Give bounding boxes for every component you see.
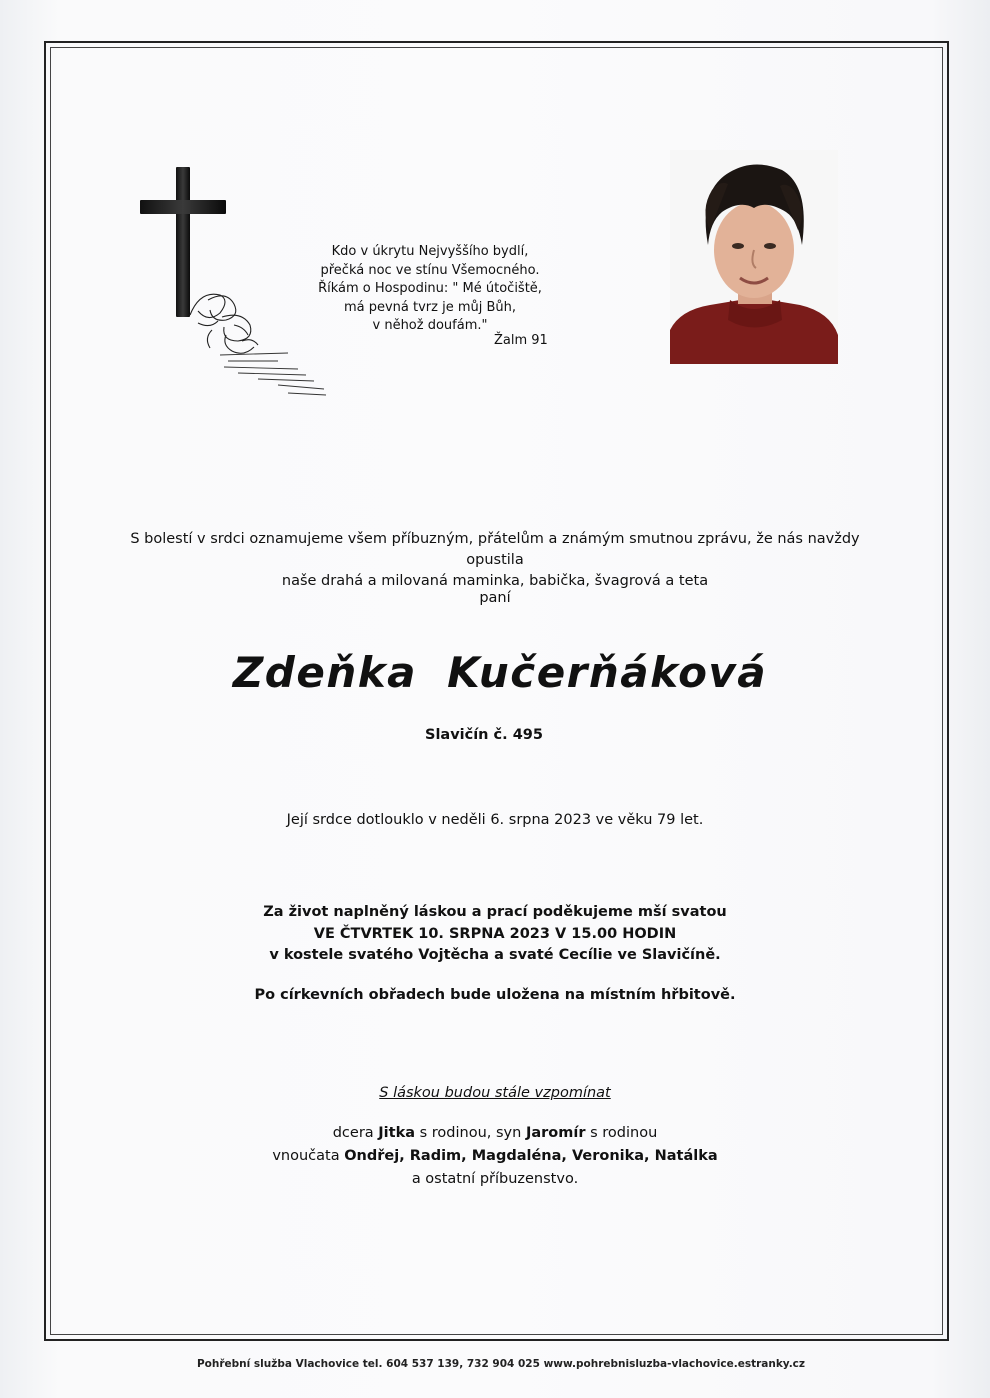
psalm-line: přečká noc ve stínu Všemocného.: [320, 262, 540, 278]
intro-line-2: naše drahá a milovaná maminka, babička, švagrová a teta: [281, 573, 709, 589]
psalm-line: má pevná tvrz je můj Bůh,: [343, 299, 517, 315]
psalm-reference: Žalm 91: [494, 333, 548, 348]
psalm-line: v něhož doufám.": [372, 318, 488, 333]
deceased-name: Zdeňka Kučerňáková: [232, 648, 768, 697]
psalm-line: Říkám o Hospodinu: " Mé útočiště,: [318, 281, 542, 296]
grandchildren-names: Ondřej, Radim, Magdaléna, Veronika, Natálka: [344, 1148, 718, 1164]
announcement-intro: [100, 529, 890, 592]
family-text: s rodinou, syn: [415, 1125, 526, 1141]
funeral-location: v kostele svatého Vojtěcha a svaté Cecílie ve Slavičíně.: [269, 947, 721, 963]
remembrance-heading: S láskou budou stále vzpomínat: [379, 1085, 611, 1101]
title-prefix: paní: [479, 590, 511, 606]
intro-line-1: S bolestí v srdci oznamujeme všem příbuzným, přátelům a známým smutnou zprávu, že nás navždy opustila: [130, 531, 860, 568]
family-text: dcera: [332, 1125, 379, 1141]
family-name: Jitka: [378, 1125, 416, 1141]
family-line-3: a ostatní příbuzenstvo.: [411, 1171, 579, 1187]
family-line-1: [0, 1122, 990, 1145]
family-list: [0, 1122, 990, 1191]
funeral-details: [0, 902, 990, 967]
portrait-photo: [670, 150, 838, 364]
family-name: Jaromír: [525, 1125, 586, 1141]
psalm-line: Kdo v úkrytu Nejvyššího bydlí,: [331, 244, 529, 259]
burial-notice: Po církevních obřadech bude uložena na místním hřbitově.: [254, 987, 736, 1003]
funeral-line-1: Za život naplněný láskou a prací poděkujeme mší svatou: [263, 904, 727, 920]
funeral-service-footer: Pohřební služba Vlachovice tel. 604 537 139, 732 904 025 www.pohrebnisluzba-vlachovice.estranky.cz: [196, 1358, 806, 1370]
death-notice: Její srdce dotlouklo v neděli 6. srpna 2023 ve věku 79 let.: [286, 812, 704, 828]
psalm-quote: [290, 243, 570, 336]
funeral-date: VE ČTVRTEK 10. SRPNA 2023 V 15.00 HODIN: [313, 925, 677, 942]
family-text: s rodinou: [585, 1125, 658, 1141]
family-text: vnoučata: [272, 1148, 345, 1164]
deceased-address: Slavičín č. 495: [425, 727, 543, 743]
family-line-2: [0, 1145, 990, 1168]
